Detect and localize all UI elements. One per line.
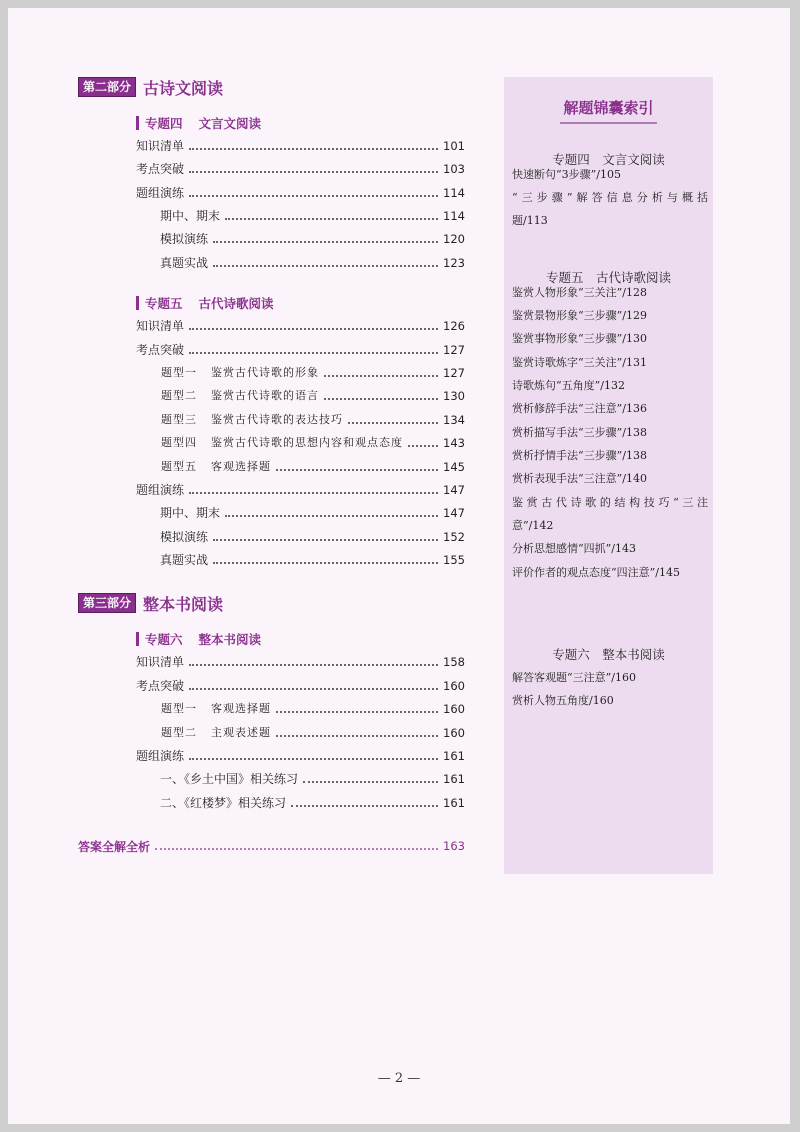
index-item[interactable]: 诗歌炼句“五角度”/132 <box>512 379 625 392</box>
page-number: — 2 — <box>377 1071 421 1086</box>
toc-entry[interactable]: 考点突破 127 <box>136 343 465 357</box>
index-item[interactable]: 鉴赏景物形象“三步骤”/129 <box>512 309 647 322</box>
toc-entry[interactable]: 知识清单 158 <box>136 655 465 669</box>
part-tag: 第二部分 <box>78 77 136 97</box>
part-tag: 第三部分 <box>78 593 136 613</box>
topic-marker <box>136 632 139 646</box>
index-item[interactable]: “三步骤”解答信息分析与概括 <box>512 191 708 204</box>
part-three-header <box>78 592 223 614</box>
index-item[interactable]: 鉴赏人物形象“三关注”/128 <box>512 286 647 299</box>
index-item[interactable]: 赏析人物五角度/160 <box>512 694 614 707</box>
index-item[interactable]: 解答客观题“三注意”/160 <box>512 671 636 684</box>
toc-entry[interactable]: 题组演练 161 <box>136 749 465 763</box>
index-item[interactable]: 鉴赏诗歌炼字“三关注”/131 <box>512 356 647 369</box>
index-topic-heading: 专题五 古代诗歌阅读 <box>545 270 671 285</box>
topic-name: 文言文阅读 <box>198 116 262 131</box>
part-title: 整本书阅读 <box>143 594 224 614</box>
topic-number: 专题五 <box>145 296 183 311</box>
index-item[interactable]: 快速断句“3步骤”/105 <box>512 168 621 181</box>
toc-entry[interactable]: 题型一 客观选择题 160 <box>161 702 465 716</box>
index-item[interactable]: 分析思想感情“四抓”/143 <box>512 542 636 555</box>
toc-entry[interactable]: 题型五 客观选择题 145 <box>161 460 465 474</box>
topic-five-header <box>136 294 274 312</box>
index-topic-heading: 专题四 文言文阅读 <box>552 152 665 167</box>
index-item[interactable]: 赏析抒情手法“三步骤”/138 <box>512 449 647 462</box>
topic-number: 专题四 <box>145 116 183 131</box>
document-page <box>8 8 790 1124</box>
toc-entry[interactable]: 真题实战 155 <box>160 553 465 567</box>
toc-entry[interactable]: 知识清单 101 <box>136 139 465 153</box>
topic-name: 整本书阅读 <box>198 632 262 647</box>
topic-name: 古代诗歌阅读 <box>198 296 274 311</box>
index-item-continued[interactable]: 意”/142 <box>512 519 554 532</box>
index-item-continued[interactable]: 题/113 <box>512 214 548 227</box>
toc-entry[interactable]: 知识清单 126 <box>136 319 465 333</box>
panel-title: 解题锦囊索引 <box>504 97 713 124</box>
index-topic-heading: 专题六 整本书阅读 <box>552 647 665 662</box>
index-item[interactable]: 赏析修辞手法“三注意”/136 <box>512 402 647 415</box>
toc-entry[interactable]: 题组演练 114 <box>136 186 465 200</box>
topic-number: 专题六 <box>145 632 183 647</box>
toc-entry[interactable]: 题型一 鉴赏古代诗歌的形象 127 <box>161 366 465 380</box>
toc-entry[interactable]: 题型二 主观表述题 160 <box>161 726 465 740</box>
topic-marker <box>136 296 139 310</box>
toc-entry[interactable]: 二、《红楼梦》相关练习 161 <box>160 796 465 810</box>
index-item[interactable]: 赏析表现手法“三注意”/140 <box>512 472 647 485</box>
toc-entry[interactable]: 期中、期末 114 <box>160 209 465 223</box>
index-item[interactable]: 评价作者的观点态度“四注意”/145 <box>512 566 680 579</box>
toc-entry[interactable]: 考点突破 103 <box>136 162 465 176</box>
topic-marker <box>136 116 139 130</box>
toc-entry[interactable]: 题型三 鉴赏古代诗歌的表达技巧 134 <box>161 413 465 427</box>
toc-entry[interactable]: 期中、期末 147 <box>160 506 465 520</box>
tips-index-panel <box>504 77 713 874</box>
part-title: 古诗文阅读 <box>143 78 224 98</box>
toc-entry[interactable]: 真题实战 123 <box>160 256 465 270</box>
part-two-header <box>78 76 223 98</box>
toc-entry[interactable]: 考点突破 160 <box>136 679 465 693</box>
toc-entry[interactable]: 一、《乡土中国》相关练习 161 <box>160 772 465 786</box>
toc-entry[interactable]: 题型二 鉴赏古代诗歌的语言 130 <box>161 389 465 403</box>
toc-entry[interactable]: 题型四 鉴赏古代诗歌的思想内容和观点态度 143 <box>161 436 465 450</box>
toc-entry-answers[interactable]: 答案全解全析 163 <box>78 839 465 854</box>
index-item[interactable]: 鉴赏古代诗歌的结构技巧“三注 <box>512 496 708 509</box>
toc-entry[interactable]: 题组演练 147 <box>136 483 465 497</box>
topic-six-header <box>136 630 261 648</box>
topic-four-header <box>136 114 261 132</box>
index-item[interactable]: 鉴赏事物形象“三步骤”/130 <box>512 332 647 345</box>
toc-entry[interactable]: 模拟演练 120 <box>160 232 465 246</box>
toc-entry[interactable]: 模拟演练 152 <box>160 530 465 544</box>
index-item[interactable]: 赏析描写手法“三步骤”/138 <box>512 426 647 439</box>
